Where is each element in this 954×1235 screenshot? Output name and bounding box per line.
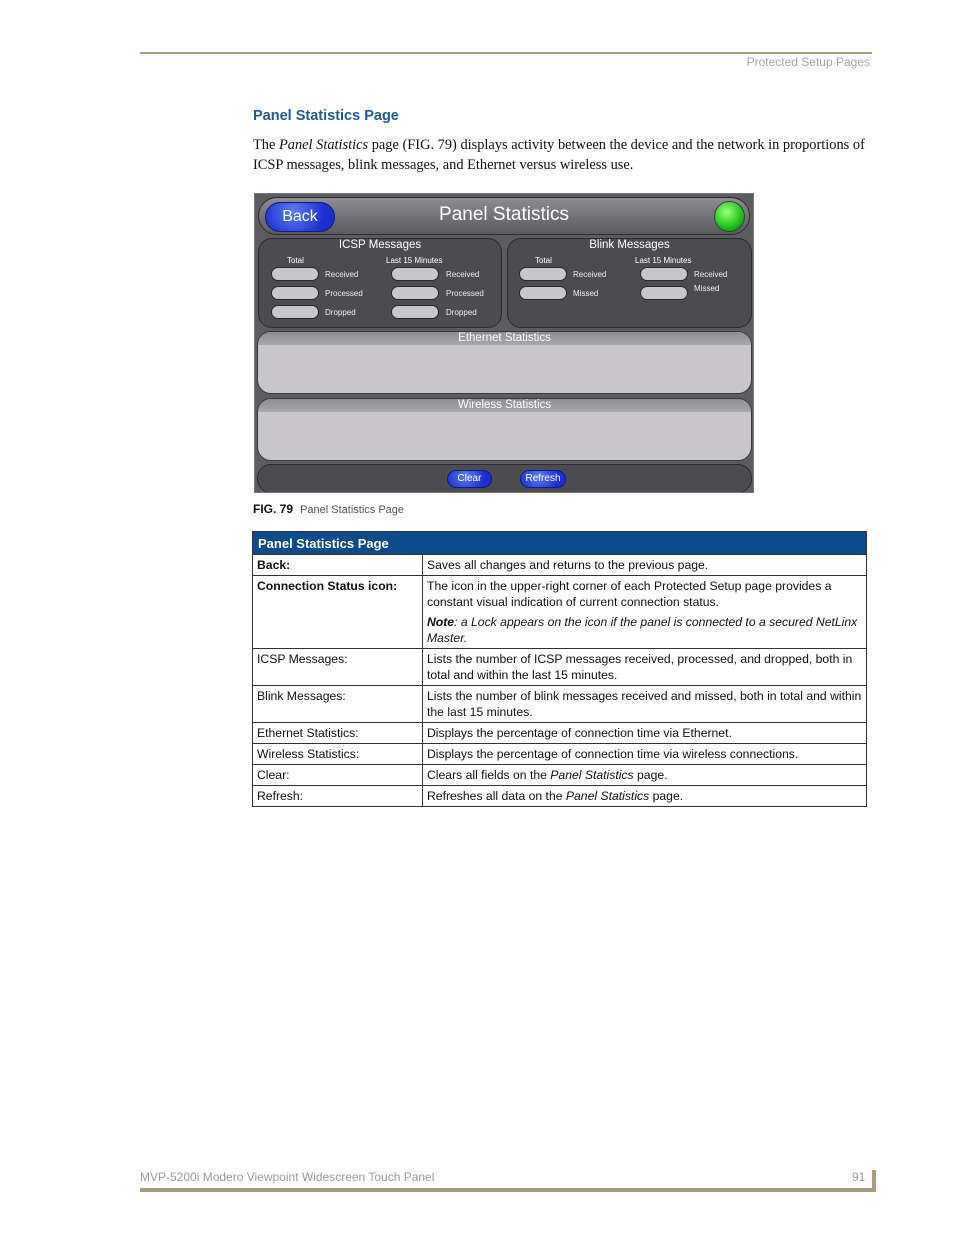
footer-title: MVP-5200i Modero Viewpoint Widescreen Touch Panel xyxy=(140,1170,435,1184)
intro-italic: Panel Statistics xyxy=(278,137,369,153)
row-label: Connection Status icon: xyxy=(253,576,423,649)
row-desc: The icon in the upper-right corner of each Protected Setup page provides a constant visual indication of current connection status. xyxy=(427,579,832,609)
icsp-last-dropped-field[interactable] xyxy=(391,305,439,319)
icsp-received-label: Received xyxy=(325,270,359,279)
row-label: ICSP Messages: xyxy=(253,649,423,686)
table-row xyxy=(253,555,867,576)
row-desc-cell xyxy=(423,576,867,649)
icsp-processed-label-2: Processed xyxy=(446,289,484,298)
table-row xyxy=(253,649,867,686)
icsp-title: ICSP Messages xyxy=(338,239,422,251)
row-desc-end: page. xyxy=(633,768,668,782)
row-desc: Clears all fields on the xyxy=(427,768,551,782)
row-desc: Lists the number of ICSP messages received, processed, and dropped, both in total and within the last 15 minutes. xyxy=(423,649,867,686)
note xyxy=(427,614,862,646)
back-button[interactable]: Back xyxy=(265,202,335,232)
row-desc: Saves all changes and returns to the previous page. xyxy=(423,555,867,576)
icsp-received-label-2: Received xyxy=(446,270,480,279)
blink-last15-label: Last 15 Minutes xyxy=(635,256,692,265)
table-row xyxy=(253,786,867,807)
blink-total-missed-field[interactable] xyxy=(519,286,567,300)
description-table xyxy=(252,531,867,807)
icsp-messages-box xyxy=(258,238,502,328)
intro-paragraph xyxy=(253,136,868,175)
table-row xyxy=(253,576,867,649)
icsp-last-received-field[interactable] xyxy=(391,267,439,281)
header-rule xyxy=(140,52,872,54)
intro-text: The xyxy=(253,137,279,153)
blink-received-label-2: Received xyxy=(694,270,728,279)
screen-title: Panel Statistics xyxy=(439,204,569,225)
row-desc: Displays the percentage of connection time via Ethernet. xyxy=(423,723,867,744)
wireless-statistics-title: Wireless Statistics xyxy=(258,399,751,412)
icsp-total-processed-field[interactable] xyxy=(271,286,319,300)
title-bar xyxy=(258,197,750,235)
row-desc: Displays the percentage of connection time via wireless connections. xyxy=(423,744,867,765)
figure-caption-text: Panel Statistics Page xyxy=(300,504,405,516)
blink-received-label: Received xyxy=(573,270,607,279)
note-label: Note xyxy=(427,615,455,629)
row-label: Back: xyxy=(253,555,423,576)
row-label: Wireless Statistics: xyxy=(253,744,423,765)
blink-missed-label: Missed xyxy=(573,289,599,298)
table-row xyxy=(253,744,867,765)
page-number: 91 xyxy=(852,1170,866,1184)
blink-total-label: Total xyxy=(535,256,552,265)
row-desc-end: page. xyxy=(649,789,684,803)
table-row xyxy=(253,686,867,723)
blink-messages-box xyxy=(507,238,752,328)
table-row xyxy=(253,723,867,744)
bottom-bar xyxy=(257,464,752,493)
refresh-button[interactable]: Refresh xyxy=(520,470,566,488)
table-row xyxy=(253,765,867,786)
blink-title: Blink Messages xyxy=(589,239,670,251)
row-label: Clear: xyxy=(253,765,423,786)
clear-button[interactable]: Clear xyxy=(447,470,492,488)
blink-missed-label-2: Missed xyxy=(694,284,720,293)
row-label: Ethernet Statistics: xyxy=(253,723,423,744)
wireless-statistics-box xyxy=(257,398,752,461)
panel-statistics-screenshot xyxy=(254,193,754,493)
figure-number: FIG. 79 xyxy=(253,502,294,516)
row-desc: Refreshes all data on the xyxy=(427,789,566,803)
row-desc-cell xyxy=(423,765,867,786)
blink-total-received-field[interactable] xyxy=(519,267,567,281)
icsp-last-processed-field[interactable] xyxy=(391,286,439,300)
row-label: Refresh: xyxy=(253,786,423,807)
intro-text-rest: page (FIG. 79) displays activity between the device and the network in proportions of ICSP messages, blink messages, and Ethernet versus wireless use. xyxy=(253,137,865,173)
footer-rule xyxy=(140,1188,876,1192)
section-title: Panel Statistics Page xyxy=(253,108,399,124)
row-label: Blink Messages: xyxy=(253,686,423,723)
ethernet-statistics-box xyxy=(257,331,752,394)
blink-last-received-field[interactable] xyxy=(640,267,688,281)
ethernet-statistics-title: Ethernet Statistics xyxy=(258,332,751,345)
row-desc-italic: Panel Statistics xyxy=(565,789,650,803)
footer-tick xyxy=(872,1170,876,1190)
row-desc-cell xyxy=(423,786,867,807)
icsp-dropped-label-2: Dropped xyxy=(446,308,477,317)
note-text: : a Lock appears on the icon if the panel is connected to a secured NetLinx Master. xyxy=(427,615,858,645)
connection-status-icon xyxy=(714,201,745,232)
row-desc: Lists the number of blink messages received and missed, both in total and within the last 15 minutes. xyxy=(423,686,867,723)
table-header: Panel Statistics Page xyxy=(253,532,867,555)
running-header: Protected Setup Pages xyxy=(746,55,870,69)
row-desc-italic: Panel Statistics xyxy=(550,768,634,782)
icsp-last15-label: Last 15 Minutes xyxy=(386,256,443,265)
icsp-dropped-label: Dropped xyxy=(325,308,356,317)
icsp-total-label: Total xyxy=(287,256,304,265)
icsp-total-received-field[interactable] xyxy=(271,267,319,281)
icsp-total-dropped-field[interactable] xyxy=(271,305,319,319)
blink-last-missed-field[interactable] xyxy=(640,286,688,300)
figure-caption xyxy=(253,502,404,516)
icsp-processed-label: Processed xyxy=(325,289,363,298)
